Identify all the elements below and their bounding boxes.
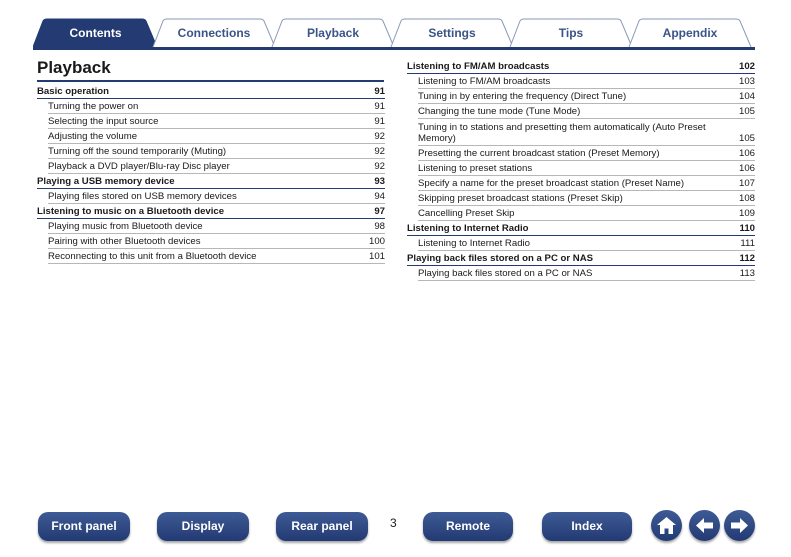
toc-page-number: 91 <box>374 115 385 127</box>
toc-entry-title: Playback a DVD player/Blu-ray Disc player <box>48 160 230 172</box>
toc-page-number: 91 <box>374 100 385 112</box>
toc-entry-title: Tuning in by entering the frequency (Direct Tune) <box>418 90 627 102</box>
toc-page-number: 106 <box>738 147 755 159</box>
toc-item-row[interactable] <box>48 159 385 174</box>
tab-settings[interactable] <box>390 18 514 47</box>
toc-item-row[interactable] <box>418 104 755 119</box>
toc-right-column <box>407 59 755 281</box>
toc-item-row[interactable] <box>418 119 755 146</box>
toc-entry-title: Presetting the current broadcast station (Preset Memory) <box>418 147 660 159</box>
toc-section-row[interactable] <box>407 251 755 266</box>
tab-contents[interactable] <box>33 18 158 47</box>
tab-tips[interactable] <box>509 18 633 47</box>
toc-entry-title: Adjusting the volume <box>48 130 138 142</box>
toc-item-row[interactable] <box>418 266 755 281</box>
toc-item-row[interactable] <box>48 114 385 129</box>
toc-entry-title: Listening to music on a Bluetooth device <box>37 205 225 217</box>
toc-item-row[interactable] <box>418 146 755 161</box>
toc-item-row[interactable] <box>418 74 755 89</box>
toc-entry-title: Playing music from Bluetooth device <box>48 220 203 232</box>
toc-entry-title: Turning off the sound temporarily (Muting) <box>48 145 227 157</box>
toc-entry-title: Tuning in to stations and presetting them automatically (Auto Preset Memory) <box>418 122 706 144</box>
forward-arrow-icon <box>724 510 755 541</box>
toc-entry-title: Skipping preset broadcast stations (Preset Skip) <box>418 192 623 204</box>
remote-button[interactable]: Remote <box>423 512 513 541</box>
index-button[interactable]: Index <box>542 512 632 541</box>
toc-page-number: 110 <box>739 222 755 234</box>
toc-page-number: 91 <box>374 85 385 97</box>
toc-page-number: 112 <box>739 252 755 264</box>
toc-item-row[interactable] <box>48 219 385 234</box>
toc-entry-title: Changing the tune mode (Tune Mode) <box>418 105 581 117</box>
tab-connections[interactable] <box>152 18 276 47</box>
front-panel-button[interactable]: Front panel <box>38 512 130 541</box>
toc-left-column <box>37 84 385 264</box>
toc-page-number: 97 <box>374 205 385 217</box>
toc-item-row[interactable] <box>48 144 385 159</box>
toc-entry-title: Turning the power on <box>48 100 139 112</box>
tab-label: Contents <box>69 26 122 40</box>
toc-item-row[interactable] <box>48 249 385 264</box>
toc-section-row[interactable] <box>37 204 385 219</box>
toc-entry-title: Playing a USB memory device <box>37 175 175 187</box>
back-button[interactable] <box>689 510 720 541</box>
toc-entry-title: Playing files stored on USB memory devices <box>48 190 237 202</box>
home-button[interactable] <box>651 510 682 541</box>
toc-entry-title: Listening to Internet Radio <box>407 222 529 234</box>
toc-item-row[interactable] <box>48 234 385 249</box>
toc-page-number: 104 <box>738 90 755 102</box>
toc-entry-title: Listening to preset stations <box>418 162 533 174</box>
toc-entry-title: Listening to FM/AM broadcasts <box>407 60 550 72</box>
toc-page-number: 94 <box>374 190 385 202</box>
tab-label: Playback <box>306 26 360 40</box>
toc-page-number: 105 <box>738 132 755 144</box>
toc-entry-title: Reconnecting to this unit from a Bluetooth device <box>48 250 257 262</box>
toc-entry-title: Specify a name for the preset broadcast station (Preset Name) <box>418 177 685 189</box>
toc-entry-title: Basic operation <box>37 85 109 97</box>
toc-item-row[interactable] <box>418 161 755 176</box>
toc-page-number: 109 <box>738 207 755 219</box>
toc-section-row[interactable] <box>37 174 385 189</box>
toc-item-row[interactable] <box>418 176 755 191</box>
forward-button[interactable] <box>724 510 755 541</box>
toc-page-number: 92 <box>374 130 385 142</box>
toc-item-row[interactable] <box>418 206 755 221</box>
toc-item-row[interactable] <box>48 129 385 144</box>
tab-playback[interactable] <box>271 18 395 47</box>
toc-entry-title: Playing back files stored on a PC or NAS <box>418 267 593 279</box>
toc-page-number: 93 <box>374 175 385 187</box>
toc-page-number: 105 <box>738 105 755 117</box>
toc-page-number: 92 <box>374 160 385 172</box>
tab-label: Connections <box>177 26 251 40</box>
toc-entry-title: Listening to FM/AM broadcasts <box>418 75 551 87</box>
toc-entry-title: Cancelling Preset Skip <box>418 207 515 219</box>
title-divider <box>37 80 384 82</box>
tab-underline <box>33 47 755 50</box>
toc-page-number: 102 <box>738 60 755 72</box>
rear-panel-button[interactable]: Rear panel <box>276 512 368 541</box>
display-button[interactable]: Display <box>157 512 249 541</box>
toc-page-number: 101 <box>368 250 385 262</box>
toc-page-number: 113 <box>739 267 755 279</box>
toc-section-row[interactable] <box>407 221 755 236</box>
toc-page-number: 111 <box>740 237 755 249</box>
home-icon <box>651 510 682 541</box>
toc-page-number: 92 <box>374 145 385 157</box>
toc-page-number: 108 <box>738 192 755 204</box>
toc-page-number: 107 <box>738 177 755 189</box>
toc-item-row[interactable] <box>418 191 755 206</box>
tab-label: Settings <box>428 26 476 40</box>
toc-page-number: 103 <box>738 75 755 87</box>
toc-section-row[interactable] <box>407 59 755 74</box>
tab-appendix[interactable] <box>628 18 752 47</box>
tab-label: Appendix <box>662 26 718 40</box>
toc-page-number: 106 <box>738 162 755 174</box>
toc-page-number: 100 <box>368 235 385 247</box>
toc-entry-title: Pairing with other Bluetooth devices <box>48 235 201 247</box>
toc-entry-title: Listening to Internet Radio <box>418 237 531 249</box>
toc-item-row[interactable] <box>418 89 755 104</box>
page-title: Playback <box>37 58 111 77</box>
tab-label: Tips <box>558 26 584 40</box>
tab-bar <box>33 18 755 50</box>
toc-item-row[interactable] <box>418 236 755 251</box>
back-arrow-icon <box>689 510 720 541</box>
toc-item-row[interactable] <box>48 189 385 204</box>
toc-entry-title: Selecting the input source <box>48 115 159 127</box>
toc-section-row[interactable] <box>37 84 385 99</box>
toc-entry-title: Playing back files stored on a PC or NAS <box>407 252 594 264</box>
page-number: 3 <box>390 516 397 530</box>
toc-item-row[interactable] <box>48 99 385 114</box>
toc-page-number: 98 <box>374 220 385 232</box>
